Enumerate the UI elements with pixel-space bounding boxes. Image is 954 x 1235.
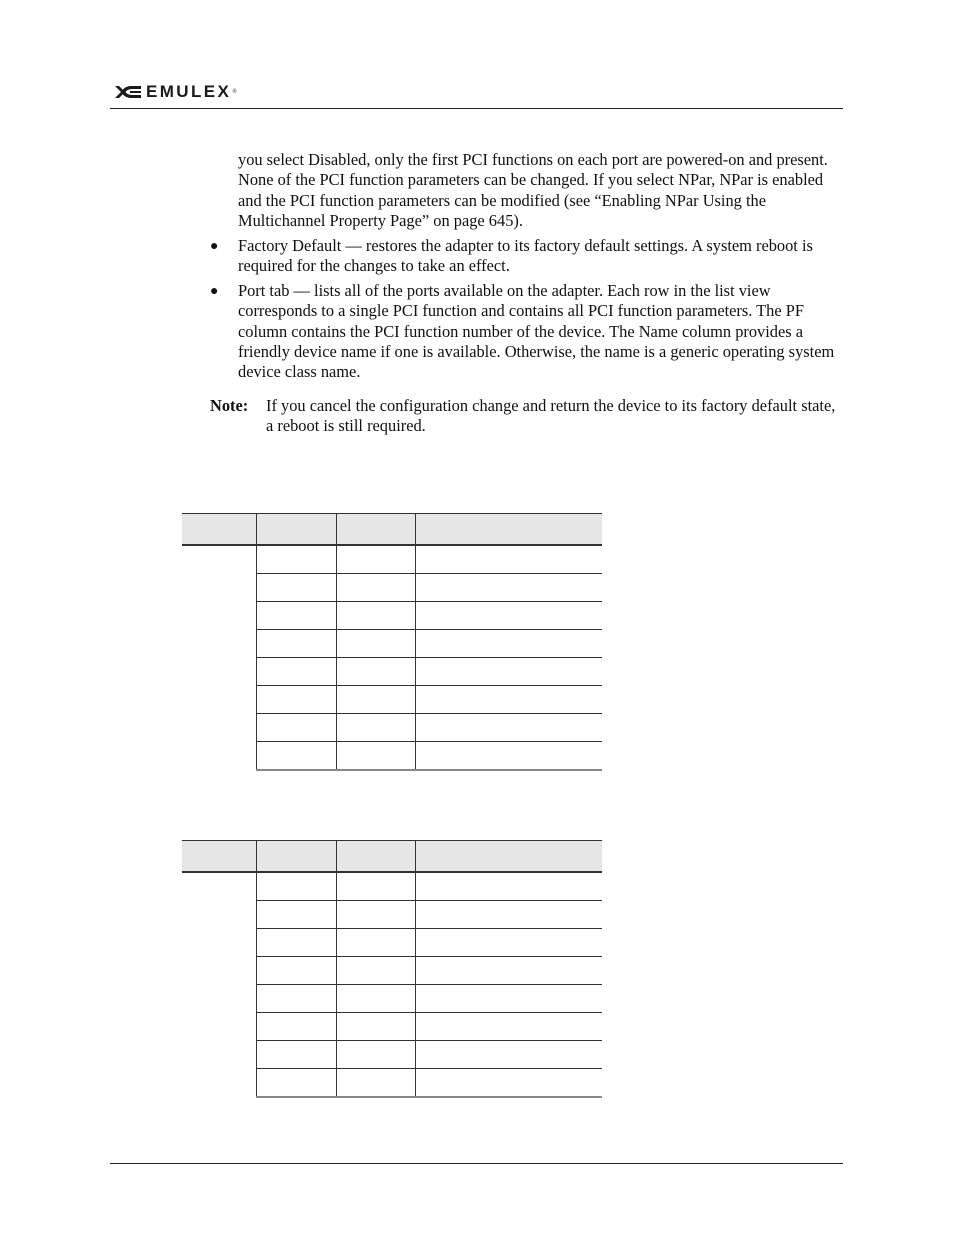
note-label: Note: xyxy=(210,396,249,415)
footer-divider xyxy=(110,1163,843,1164)
table-cell xyxy=(416,545,602,574)
bullet-dot-icon: ● xyxy=(210,284,219,299)
table-cell xyxy=(257,957,336,985)
table-group-cell xyxy=(182,658,257,771)
table-cell xyxy=(416,630,602,658)
table-group-cell xyxy=(182,545,257,658)
table-cell xyxy=(257,1041,336,1069)
table-cell xyxy=(257,901,336,929)
bullet-port-tab: Port tab — lists all of the ports available on the adapter. Each row in the list view corresponds to a single PCI function and contains all PCI function parameters. The PF column contains the PCI function number of the device. The Name column provides a friendly device name if one is available. Otherwise, the name is a generic operating system device class name. xyxy=(238,281,835,382)
table-cell xyxy=(416,742,602,771)
table-cell xyxy=(416,872,602,901)
table-cell xyxy=(257,1013,336,1041)
table-group-cell xyxy=(182,1041,257,1098)
brand-name: EMULEX xyxy=(146,82,232,101)
table-cell xyxy=(257,1069,336,1098)
table-cell xyxy=(336,985,415,1013)
table-cell xyxy=(336,901,415,929)
note-text: If you cancel the configuration change and return the device to its factory default state, a reboot is still required. xyxy=(266,396,836,436)
table-cell xyxy=(257,714,336,742)
table-header-row xyxy=(182,841,602,873)
table-cell xyxy=(416,714,602,742)
table-cell xyxy=(336,872,415,901)
continuation-paragraph: you select Disabled, only the first PCI functions on each port are powered-on and present. None of the PCI function parameters can be changed. If you select NPar, NPar is enabled and the PCI function parameters can be modified (see “Enabling NPar Using the Multichannel Property Page” on page 645). xyxy=(238,150,828,230)
table-cell xyxy=(257,686,336,714)
trademark-symbol: ® xyxy=(232,89,237,95)
table-cell xyxy=(336,1041,415,1069)
table-cell xyxy=(416,602,602,630)
pci-function-table-2 xyxy=(182,840,602,1098)
table-row xyxy=(182,658,602,686)
table-cell xyxy=(257,985,336,1013)
table-cell xyxy=(336,545,415,574)
bullet-factory-default: Factory Default — restores the adapter to its factory default settings. A system reboot is required for the changes to take an effect. xyxy=(238,236,813,276)
page-header xyxy=(110,78,843,109)
table-header-cell xyxy=(182,514,257,546)
bullet-dot-icon: ● xyxy=(210,239,219,254)
table-cell xyxy=(416,574,602,602)
table-header-row xyxy=(182,514,602,546)
table-cell xyxy=(257,929,336,957)
table-header-cell xyxy=(416,841,602,873)
table-cell xyxy=(257,742,336,771)
table-row xyxy=(182,985,602,1013)
table-cell xyxy=(336,1069,415,1098)
table-header-cell xyxy=(416,514,602,546)
table-cell xyxy=(257,602,336,630)
table-cell xyxy=(416,686,602,714)
table-cell xyxy=(336,957,415,985)
table-cell xyxy=(336,742,415,771)
table-cell xyxy=(257,630,336,658)
brand-logo xyxy=(110,82,237,102)
table-group-cell xyxy=(182,929,257,985)
table-row xyxy=(182,545,602,574)
table-row xyxy=(182,929,602,957)
table-header-cell xyxy=(336,514,415,546)
table-cell xyxy=(416,957,602,985)
table-row xyxy=(182,872,602,901)
emulex-logo-icon xyxy=(110,84,142,100)
table-cell xyxy=(336,574,415,602)
table-header-cell xyxy=(336,841,415,873)
table-cell xyxy=(416,985,602,1013)
table-group-cell xyxy=(182,872,257,929)
table-cell xyxy=(416,901,602,929)
table-cell xyxy=(336,686,415,714)
table-cell xyxy=(336,929,415,957)
table-cell xyxy=(416,1013,602,1041)
table-cell xyxy=(416,929,602,957)
table-cell xyxy=(336,658,415,686)
table-cell xyxy=(416,658,602,686)
table-cell xyxy=(257,872,336,901)
table-cell xyxy=(257,574,336,602)
table-cell xyxy=(336,630,415,658)
table-cell xyxy=(336,714,415,742)
table-group-cell xyxy=(182,985,257,1041)
table-cell xyxy=(257,658,336,686)
table-cell xyxy=(416,1041,602,1069)
table-cell xyxy=(257,545,336,574)
table-header-cell xyxy=(257,841,336,873)
table-header-cell xyxy=(257,514,336,546)
table-row xyxy=(182,1041,602,1069)
table-cell xyxy=(416,1069,602,1098)
table-cell xyxy=(336,1013,415,1041)
pci-function-table-1 xyxy=(182,513,602,771)
table-cell xyxy=(336,602,415,630)
table-header-cell xyxy=(182,841,257,873)
